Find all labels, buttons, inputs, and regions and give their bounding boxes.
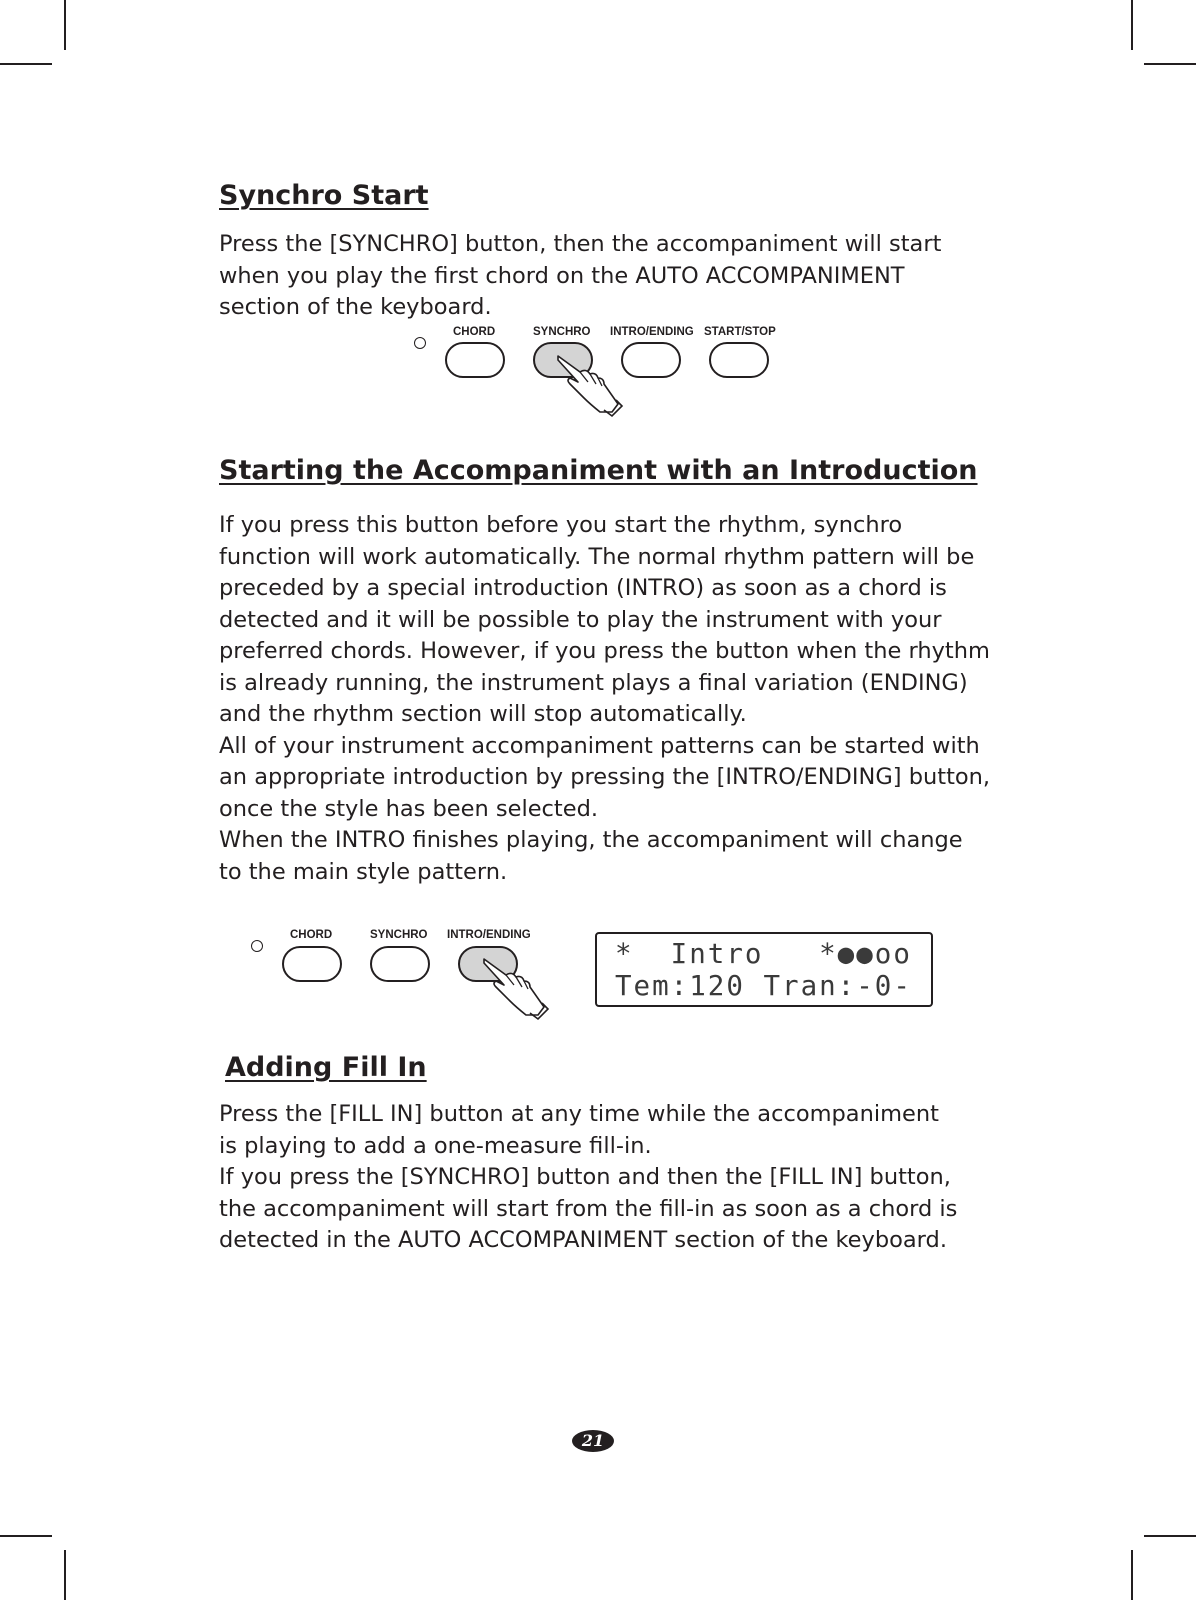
text-line: Press the [SYNCHRO] button, then the accompaniment will start xyxy=(219,231,942,257)
text-line: and the rhythm section will stop automatically. xyxy=(219,701,747,727)
text-line: the accompaniment will start from the fill-in as soon as a chord is xyxy=(219,1195,958,1222)
led-indicator-icon xyxy=(414,337,426,349)
intro-ending-button[interactable] xyxy=(621,342,681,378)
pointing-hand-icon xyxy=(556,354,626,418)
text-line: when you play the first chord on the AUTO ACCOMPANIMENT xyxy=(219,262,905,289)
intro-ending-button-label: INTRO/ENDING xyxy=(447,929,531,941)
intro-ending-button-label: INTRO/ENDING xyxy=(610,326,694,338)
text-line: is playing to add a one-measure fill-in. xyxy=(219,1132,652,1159)
chord-button-label: CHORD xyxy=(453,326,496,338)
text-line: Press the [FILL IN] button at any time while the accompaniment xyxy=(219,1101,939,1127)
text-line: function will work automatically. The normal rhythm pattern will be xyxy=(219,543,975,570)
text-line: section of the keyboard. xyxy=(219,294,492,320)
text-line: detected and it will be possible to play the instrument with your xyxy=(219,606,942,633)
led-indicator-icon xyxy=(251,940,263,952)
page-number: 21 xyxy=(572,1430,614,1452)
text-line: preceded by a special introduction (INTRO) as soon as a chord is xyxy=(219,575,947,601)
paragraph-synchro-start xyxy=(219,229,941,324)
text-line: If you press the [SYNCHRO] button and then the [FILL IN] button, xyxy=(219,1164,951,1190)
section-title-synchro-start: Synchro Start xyxy=(219,180,429,211)
synchro-button-label: SYNCHRO xyxy=(533,326,591,338)
crop-mark xyxy=(0,63,52,65)
crop-mark xyxy=(64,0,66,50)
synchro-button[interactable] xyxy=(370,946,430,982)
crop-mark xyxy=(1144,1535,1196,1537)
text-line: preferred chords. However, if you press the button when the rhythm xyxy=(219,638,990,664)
chord-button[interactable] xyxy=(282,946,342,982)
text-line: is already running, the instrument plays a final variation (ENDING) xyxy=(219,669,968,696)
crop-mark xyxy=(1131,1550,1133,1600)
lcd-display xyxy=(595,932,933,1007)
start-stop-button[interactable] xyxy=(709,342,769,378)
crop-mark xyxy=(1144,63,1196,65)
crop-mark xyxy=(64,1550,66,1600)
chord-button[interactable] xyxy=(445,342,505,378)
text-line: All of your instrument accompaniment patterns can be started with xyxy=(219,732,980,759)
section-title-fill-in: Adding Fill In xyxy=(225,1052,427,1083)
pointing-hand-icon xyxy=(482,957,552,1021)
crop-mark xyxy=(1131,0,1133,50)
text-line: to the main style pattern. xyxy=(219,858,508,885)
text-line: If you press this button before you start the rhythm, synchro xyxy=(219,512,903,538)
text-line: an appropriate introduction by pressing the [INTRO/ENDING] button, xyxy=(219,764,991,790)
text-line: When the INTRO finishes playing, the accompaniment will change xyxy=(219,827,963,853)
text-line: once the style has been selected. xyxy=(219,795,599,822)
crop-mark xyxy=(0,1535,52,1537)
paragraph-fill-in xyxy=(219,1099,957,1257)
paragraph-intro xyxy=(219,510,990,888)
synchro-button-label: SYNCHRO xyxy=(370,929,428,941)
lcd-line-1: * Intro *●●oo xyxy=(615,938,912,970)
text-line: detected in the AUTO ACCOMPANIMENT section of the keyboard. xyxy=(219,1227,947,1253)
lcd-line-2: Tem:120 Tran:-0- xyxy=(615,970,912,1002)
start-stop-button-label: START/STOP xyxy=(704,326,776,338)
chord-button-label: CHORD xyxy=(290,929,333,941)
section-title-intro: Starting the Accompaniment with an Introduction xyxy=(219,455,978,486)
